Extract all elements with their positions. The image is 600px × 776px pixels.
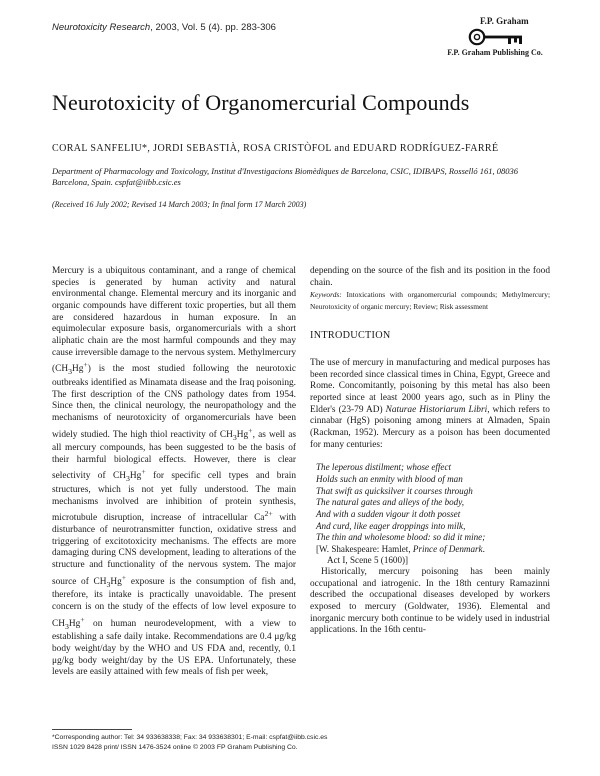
article-authors: CORAL SANFELIU*, JORDI SEBASTIÀ, ROSA CRISTÒFOL and EDUARD RODRÍGUEZ-FARRÉ bbox=[52, 143, 499, 154]
quote-line: And curd, like eager droppings into milk, bbox=[316, 520, 466, 531]
section-heading-introduction: INTRODUCTION bbox=[310, 330, 391, 342]
publisher-logo bbox=[440, 16, 550, 57]
keywords bbox=[310, 289, 550, 313]
journal-name: Neurotoxicity Research bbox=[52, 22, 151, 33]
publisher-brand: F.P. Graham bbox=[480, 16, 529, 26]
keywords-label: Keywords: bbox=[310, 290, 342, 300]
publisher-name: F.P. Graham Publishing Co. bbox=[447, 48, 543, 57]
journal-citation bbox=[52, 22, 276, 33]
author-affiliation: Department of Pharmacology and Toxicology, Institut d'Investigacions Biomèdiques de Barcelona, CSIC, IDIBAPS, Rosselló 161, 08036 Barcelona, Spain. cspfat@iibb.csic.es bbox=[52, 166, 519, 187]
article-title: Neurotoxicity of Organomercurial Compounds bbox=[52, 90, 470, 115]
quote-line: The natural gates and alleys of the body, bbox=[316, 497, 465, 508]
right-column bbox=[310, 266, 550, 637]
corresponding-author-note: *Corresponding author: Tel: 34 933638338; Fax: 34 933638301; E-mail: cspfat@iibb.csic.es bbox=[52, 734, 328, 741]
abstract-column bbox=[52, 266, 296, 679]
quote-attribution: [W. Shakespeare: Hamlet, Prince of Denmark. bbox=[316, 543, 485, 554]
abstract-continued: depending on the source of the fish and its position in the food chain. bbox=[310, 266, 550, 288]
shakespeare-quote bbox=[316, 462, 550, 567]
quote-line: That swift as quicksilver it courses through bbox=[316, 485, 473, 496]
keywords-list: Intoxications with organomercurial compounds; Methylmercury; Neurotoxicity of organic mercury; Review; Risk assessment bbox=[310, 290, 550, 312]
introduction-paragraph-2: Historically, mercury poisoning has been mainly occupational and iatrogenic. In the 18th century Ramazinni described the occupational diseases developed by workers exposed to mercury (Goldwater, 1936). Elemental and inorganic mercury both continue to be widely used in industrial applications. In the 16th centu- bbox=[310, 567, 550, 636]
quote-line: And with a sudden vigour it doth posset bbox=[316, 508, 461, 519]
quote-act: Act I, Scene 5 (1600)] bbox=[327, 555, 409, 566]
abstract-text: Mercury is a ubiquitous contaminant, and a range of chemical species is generated by human activity and natural environmental change. Elemental mercury and its inorganic and organic compounds have different toxic properties, but all them are considered hazardous in human exposure. In an equimolecular exposure basis, organomercurials with a short aliphatic chain are the most harmful compounds and they may cause irreversible damage to the nervous system. Methylmercury $(CH_3Hg^+)$ is the most studied following the neurotoxic outbreaks identified as Minamata disease and the Iraq poisoning. The first description of the CNS pathology dates from 1954. Since then, the clinical neurology, the neuropathology and the mechanisms of neurotoxicity of organomercurials have been widely studied. The high thiol reactivity of $CH_3Hg^+$, as well as all mercury compounds, has been suggested to be the basis of their harmful biological effects. However, there is clear selectivity of $CH_3Hg^+$ for specific cell types and brain structures, which is not yet fully understood. The main mechanisms involved are inhibition of protein synthesis, microtubule disruption, increase of intracellular $Ca^{2+}$ with disturbance of neurotransmitter function, oxidative stress and triggering of excitotoxicity mechanisms. The effects are more damaging during CNS development, leading to alterations of the structure and functionality of the nervous system. The major source of $CH_3Hg^+$ exposure is the consumption of fish and, therefore, its intake is practically unavoidable. The present concern is on the study of the effects of low level exposure to $CH_3Hg^+$ on human neurodevelopment, with a view to establishing a safe daily intake. Recommendations are 0.4 μg/kg body weight/day by the WHO and US FDA and, recently, 0.1 μg/kg body weight/day by the US EPA. Unfortunately, these levels are easily attained with few meals of fish per week, bbox=[52, 266, 297, 678]
key-icon bbox=[468, 28, 526, 46]
quote-line: The thin and wholesome blood: so did it mine; bbox=[316, 532, 486, 543]
journal-volume: , 2003, Vol. 5 (4). pp. 283-306 bbox=[150, 22, 276, 33]
quote-line: Holds such an enmity with blood of man bbox=[316, 473, 463, 484]
received-dates: (Received 16 July 2002; Revised 14 March 2003; In final form 17 March 2003) bbox=[52, 200, 307, 209]
issn-line: ISSN 1029 8428 print/ ISSN 1476-3524 online © 2003 FP Graham Publishing Co. bbox=[52, 743, 298, 751]
introduction-paragraph-1: The use of mercury in manufacturing and medical purposes has been recorded since classical times in China, Egypt, Greece and Rome. Concomitantly, poisoning by this metal has also been reported since at least 2000 years ago, such as in Pliny the Elder's (23-79 AD) Naturae Historiarum Libri, which refers to cinnabar (HgS) poisoning among miners at Almaden, Spain (Rackman, 1952). Mercury as a poison has been documented for many centuries: bbox=[310, 357, 550, 450]
footnote-rule bbox=[52, 729, 132, 730]
page-footer bbox=[52, 733, 352, 752]
quote-line: The leperous distilment; whose effect bbox=[316, 462, 452, 473]
